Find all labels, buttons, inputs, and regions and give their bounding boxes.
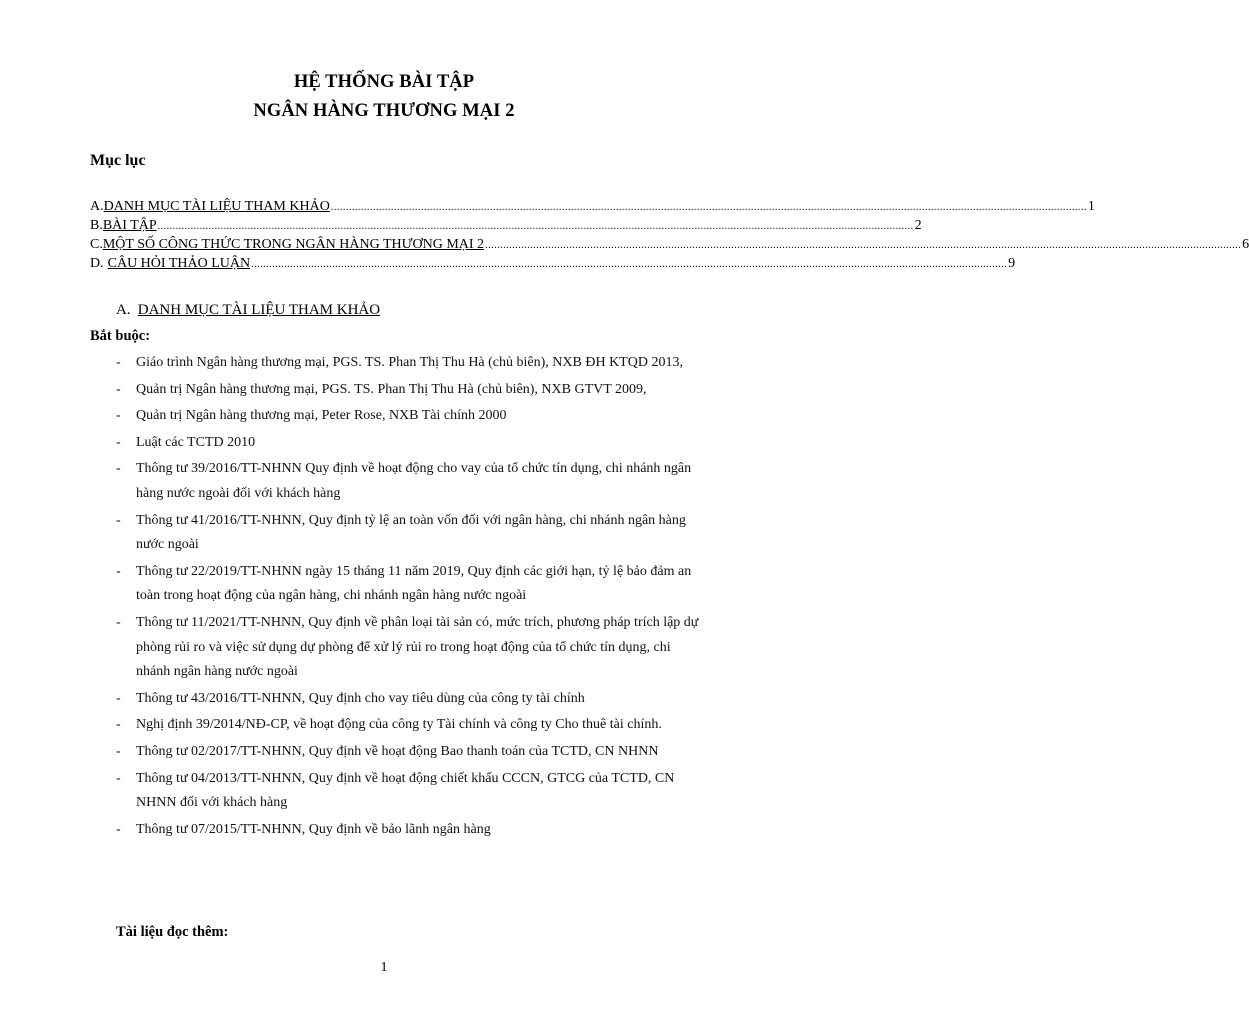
list-item [116, 457, 706, 506]
table-of-contents [90, 199, 1249, 275]
bullet-dash: - [116, 381, 121, 397]
section-a-heading [116, 302, 380, 319]
list-item [116, 378, 706, 403]
list-item [116, 818, 706, 843]
document-title-line1: HỆ THỐNG BÀI TẬP [293, 72, 475, 92]
reference-text: Thông tư 43/2016/TT-NHNN, Quy định cho vay tiêu dùng của công ty tài chính [136, 690, 585, 706]
bullet-dash: - [116, 408, 121, 424]
list-item [116, 560, 706, 609]
document-title-line2: NGÂN HÀNG THƯƠNG MẠI 2 [253, 101, 515, 121]
reference-text: Thông tư 07/2015/TT-NHNN, Quy định về bảo lãnh ngân hàng [136, 821, 491, 837]
toc-heading: Mục lục [90, 152, 146, 169]
toc-entry-a[interactable] [90, 199, 1095, 218]
reference-list [116, 351, 706, 844]
reference-text: Quản trị Ngân hàng thương mại, PGS. TS. Phan Thị Thu Hà (chủ biên), NXB GTVT 2009, [136, 381, 647, 397]
toc-entry-title[interactable]: BÀI TẬP [102, 218, 157, 233]
reference-text: Nghị định 39/2014/NĐ-CP, về hoạt động của công ty Tài chính và công ty Cho thuê tài chính. [136, 717, 662, 733]
reference-text: Luật các TCTD 2010 [136, 434, 256, 450]
bullet-dash: - [116, 690, 121, 706]
bullet-dash: - [116, 563, 121, 579]
section-title: DANH MỤC TÀI LIỆU THAM KHẢO [137, 302, 381, 318]
toc-entry-b[interactable] [90, 218, 922, 237]
bullet-dash: - [116, 717, 121, 733]
toc-entry-number: C. [90, 237, 103, 252]
list-item [116, 351, 706, 376]
bullet-dash: - [116, 743, 121, 759]
bullet-dash: - [116, 614, 121, 630]
reference-text: Thông tư 02/2017/TT-NHNN, Quy định về hoạt động Bao thanh toán của TCTD, CN NHNN [136, 743, 659, 759]
toc-entry-number: B. [90, 218, 103, 233]
toc-entry-title[interactable]: DANH MỤC TÀI LIỆU THAM KHẢO [103, 199, 330, 214]
toc-entry-number: A. [90, 199, 104, 214]
list-item [116, 713, 706, 738]
toc-leader-dots: ............................................................................................................................................................................................................................................................ [330, 202, 1087, 213]
toc-entry-page: 1 [1087, 199, 1095, 214]
bullet-dash: - [116, 770, 121, 786]
reference-text: Thông tư 11/2021/TT-NHNN, Quy định về phân loại tài sản có, mức trích, phương pháp trích lập dự phòng rủi ro và việc sử dụng dự phòng để xử lý rủi ro trong hoạt động của tổ chức tín dụng, chi nhánh ngân hàng nước ngoài [136, 614, 699, 680]
list-item [116, 611, 706, 685]
further-reading-label: Tài liệu đọc thêm: [116, 924, 229, 940]
bullet-dash: - [116, 821, 121, 837]
toc-leader-dots: ............................................................................................................................................................................................................................................................ [485, 240, 1242, 251]
list-item [116, 740, 706, 765]
toc-entry-title[interactable]: CÂU HỎI THẢO LUẬN [107, 256, 251, 271]
bullet-dash: - [116, 434, 121, 450]
section-letter: A. [116, 302, 131, 318]
list-item [116, 687, 706, 712]
reference-text: Thông tư 39/2016/TT-NHNN Quy định về hoạt động cho vay của tổ chức tín dụng, chi nhánh ngân hàng nước ngoài đối với khách hàng [136, 461, 692, 501]
toc-entry-number: D. [90, 256, 104, 271]
toc-entry-c[interactable] [90, 237, 1249, 256]
bullet-dash: - [116, 512, 121, 528]
toc-entry-page: 9 [1008, 256, 1016, 271]
toc-entry-page: 2 [914, 218, 922, 233]
toc-entry-page: 6 [1242, 237, 1249, 252]
list-item [116, 767, 706, 816]
toc-entry-title[interactable]: MỘT SỐ CÔNG THỨC TRONG NGÂN HÀNG THƯƠNG MẠI 2 [102, 237, 485, 252]
list-item [116, 509, 706, 558]
bullet-dash: - [116, 355, 121, 370]
reference-text: Quản trị Ngân hàng thương mại, Peter Rose, NXB Tài chính 2000 [136, 408, 507, 424]
list-item [116, 404, 706, 429]
reference-text: Thông tư 41/2016/TT-NHNN, Quy định tỷ lệ an toàn vốn đối với ngân hàng, chi nhánh ngân hàng nước ngoài [136, 512, 686, 553]
toc-leader-dots: ............................................................................................................................................................................................................................................................ [251, 259, 1008, 270]
list-item [116, 431, 706, 456]
reference-text: Thông tư 22/2019/TT-NHNN ngày 15 tháng 11 năm 2019, Quy định các giới hạn, tỷ lệ bảo đảm an toàn trong hoạt động của ngân hàng, chi nhánh ngân hàng nước ngoài [136, 563, 692, 604]
bullet-dash: - [116, 461, 121, 477]
required-label: Bắt buộc: [90, 328, 151, 344]
toc-entry-d[interactable] [90, 256, 1016, 275]
reference-text: Giáo trình Ngân hàng thương mại, PGS. TS. Phan Thị Thu Hà (chủ biên), NXB ĐH KTQD 2013, [136, 355, 683, 370]
page-number: 1 [380, 960, 388, 975]
toc-leader-dots: ............................................................................................................................................................................................................................................................ [157, 221, 914, 232]
reference-text: Thông tư 04/2013/TT-NHNN, Quy định về hoạt động chiết khấu CCCN, GTCG của TCTD, CN NHNN đối với khách hàng [136, 770, 675, 811]
